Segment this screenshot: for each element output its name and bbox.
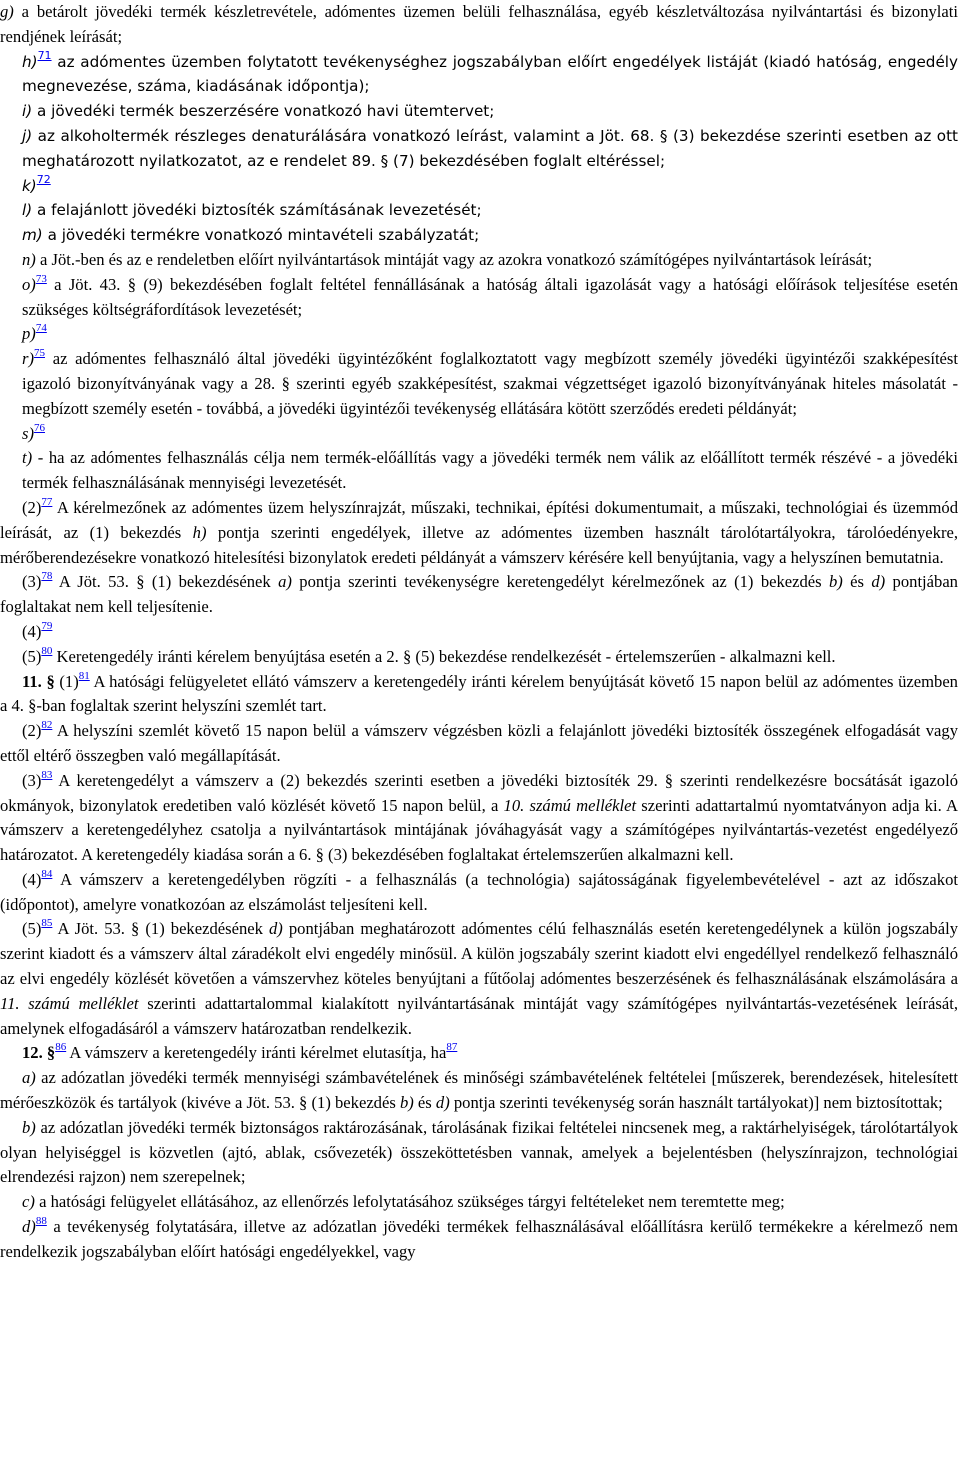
item-k (0, 174, 958, 199)
paragraph-label: (3) (22, 770, 42, 790)
item-l (0, 198, 958, 223)
item-label: a) (22, 1068, 36, 1088)
paragraph-text: pontja szerinti tevékenységre keretengedélyt kérelmezőnek az (1) bekezdés (291, 572, 829, 592)
item-text: az adózatlan jövedéki termék mennyiségi számbavételének és minőségi számbavételének feltételei [műszerek, berendezések, hitelesített mérőeszközök és tartályok (kivéve a Jöt. 53. § (1) bekezdés b) és d) pontja szerinti tevékenység során használt tartályokat)] nem biztosítottak; (0, 1068, 958, 1113)
item-text: az alkoholtermék részleges denaturálására vonatkozó leírást, valamint a Jöt. 68. § (3) bekezdése szerinti esetben az ott meghatározott nyilatkozatot, az e rendelet 89. § (7) bekezdésében foglalt eltéréssel; (22, 126, 958, 170)
paragraph-label: (5) (22, 646, 42, 666)
paragraph-text: A hatósági felügyeletet ellátó vámszerv a keretengedély iránti kérelem benyújtását követő 15 napon belül az adómentes üzemben a 4. §-ban foglaltak szerint helyszíni szemlét tart. (0, 671, 958, 716)
item-text: - ha az adómentes felhasználás célja nem termék-előállítás vagy a jövedéki termék nem válik az előállított termék részévé - a jövedéki termék felhasználásának mennyiségi levezetését. (22, 448, 958, 493)
item-text: a jövedéki termék beszerzésére vonatkozó havi ütemtervet; (36, 102, 495, 121)
paragraph-text: A Jöt. 53. § (1) bekezdésének (58, 572, 279, 592)
item-text: a betárolt jövedéki termék készletrevétele, adómentes üzemen belüli felhasználása, egyéb készletváltozása nyilvántartási és bizonylati rendjének leírását; (0, 2, 958, 46)
paragraph-4 (0, 620, 958, 645)
paragraph-5 (0, 645, 958, 670)
section-number: 12. § (22, 1043, 56, 1063)
footnote-link[interactable]: 81 (78, 669, 90, 682)
item-h (0, 50, 958, 100)
paragraph-ref: a) (278, 572, 292, 592)
item-text: az adózatlan jövedéki termék biztonságos raktározásának, tárolásának fizikai feltételei nincsenek meg, a raktárhelyiségek, tárolótartályok olyan helyiséggel is közvetlen (ajtó, ablak, csővezeték) összeköttetésben vannak, amelyek a bejelentésben (helyszínrajzon, technológiai elrendezési rajzon) nem szerepelnek; (0, 1117, 959, 1187)
item-text: a felajánlott jövedéki biztosíték számításának levezetését; (36, 201, 482, 220)
section-11-paragraph-5 (0, 917, 958, 1041)
item-t (0, 446, 958, 496)
paragraph-text: pontja szerinti engedélyek, illetve az adómentes üzemben használt tárolótartályokra, tárolóedényekre, mérőberendezésekre vonatkozó hitelesítési bizonylatok eredeti példányát a vámszerv kérésére kell benyújtania, vagy a helyszínen bemutatnia. (0, 522, 958, 567)
paragraph-text: szerinti adattartalmú nyomtatványon adja ki. A vámszerv a keretengedélyhez csatolja a nyilvántartások mintájának jóváhagyását vagy a számítógépes nyilvántartás-vezetést engedélyező határozatot. A keretengedély kiadása során a 6. § (3) bekezdésében foglaltakat értelemszerűen alkalmazni kell. (0, 795, 958, 865)
annex-ref: 10. számú melléklet (503, 795, 637, 815)
item-label: o) (22, 274, 36, 294)
footnote-link[interactable]: 76 (33, 421, 45, 434)
section-number: 11. § (22, 671, 55, 691)
item-g (0, 0, 958, 50)
item-text: a tevékenység folytatására, illetve az adózatlan jövedéki termékek felhasználásával előállításra kerülő termékekre a kérelmező nem rendelkezik jogszabályban előírt hatósági engedélyekkel, vagy (0, 1217, 958, 1261)
paragraph-text: A kérelmezőnek az adómentes üzem helyszínrajzát, műszaki, technikai, építési dokumentumait, a műszaki, technológiai és üzemmód leírását, az (1) bekezdés (0, 497, 958, 542)
section-12-item-c (0, 1190, 958, 1215)
section-12-item-a (0, 1066, 958, 1116)
paragraph-text: és (842, 572, 872, 592)
item-text: a jövedéki termékre vonatkozó mintavételi szabályzatát; (47, 226, 480, 245)
item-label: l) (22, 201, 33, 220)
footnote-link[interactable]: 85 (41, 917, 53, 930)
paragraph-ref: h) (192, 522, 207, 542)
paragraph-label: (3) (22, 572, 42, 592)
paragraph-label: (2) (22, 721, 42, 741)
section-12-intro (0, 1041, 958, 1066)
section-12-item-b (0, 1116, 958, 1190)
item-n (0, 248, 958, 273)
paragraph-text: szerinti adattartalommal kialakított nyilvántartásának mintáját vagy számítógépes nyilvántartás-vezetésének leírását, amelynek elfogadásáról a vámszerv határozatban rendelkezik. (0, 993, 958, 1038)
paragraph-text: pontjában foglaltakat nem kell teljesítenie. (0, 572, 958, 617)
item-label: d) (22, 1217, 36, 1237)
item-j (0, 124, 958, 174)
footnote-link[interactable]: 87 (446, 1041, 458, 1054)
section-11-paragraph-1 (0, 670, 958, 720)
paragraph-2 (0, 496, 958, 570)
paragraph-text: A vámszerv a keretengedély iránti kérelmet elutasítja, ha (69, 1043, 447, 1063)
section-11-paragraph-3 (0, 769, 958, 868)
paragraph-text: A Jöt. 53. § (1) bekezdésének (57, 919, 269, 939)
paragraph-ref: b) (828, 572, 843, 592)
item-text: az adómentes felhasználó által jövedéki ügyintézőként foglalkoztatott vagy megbízott személy jövedéki ügyintézői szakképesítést igazoló bizonyítványának vagy a 28. § szerinti egyéb szakképesítést, szakmai végzettséget igazoló bizonyítványának hiteles másolatát - megbízott személy esetén - továbbá, a jövedéki ügyintézői tevékenység ellátására kötött szerződés eredeti példányát; (22, 349, 958, 418)
section-12-item-d (0, 1215, 958, 1265)
item-label: b) (22, 1117, 36, 1137)
footnote-link[interactable]: 72 (36, 172, 51, 186)
item-text: a hatósági felügyelet ellátásához, az ellenőrzés lefolytatásához szükséges tárgyi feltételeket nem teremtette meg; (39, 1192, 785, 1212)
item-o (0, 273, 958, 323)
paragraph-label: (4) (22, 869, 42, 889)
footnote-link[interactable]: 80 (41, 644, 53, 657)
item-label: j) (22, 126, 33, 145)
item-label: i) (22, 102, 33, 121)
paragraph-text: A vámszerv a keretengedélyben rögzíti - a felhasználás (a technológia) sajátosságának figyelembevételével - azt az időszakot (időpontot), amelyre vonatkozóan az elszámolást teljesíteni kell. (0, 869, 958, 914)
paragraph-text: A keretengedélyt a vámszerv a (2) bekezdés szerinti esetben a jövedéki biztosíték 29. § szerinti rendelkezésre bocsátását igazoló okmányok, bizonylatok eredetiben való közlését követő 15 napon belül, a (0, 770, 958, 815)
item-label: s) (22, 423, 34, 443)
footnote-link[interactable]: 88 (35, 1215, 47, 1228)
paragraph-3 (0, 570, 958, 620)
item-r (0, 347, 958, 421)
footnote-link[interactable]: 77 (41, 495, 53, 508)
footnote-link[interactable]: 79 (41, 619, 53, 632)
item-s (0, 422, 958, 447)
item-text: a Jöt. 43. § (9) bekezdésében foglalt feltétel fennállásának a hatóság általi igazolását vagy a hatósági előírások teljesítése esetén szükséges költségráfordítások levezetését; (22, 274, 958, 319)
paragraph-label: (4) (22, 621, 42, 641)
paragraph-ref: d) (871, 572, 886, 592)
item-p (0, 322, 958, 347)
footnote-link[interactable]: 74 (35, 322, 47, 335)
item-label: r) (22, 349, 34, 369)
item-text: a Jöt.-ben és az e rendeletben előírt nyilvántartások mintáját vagy az azokra vonatkozó számítógépes nyilvántartások leírását; (39, 249, 873, 269)
footnote-link[interactable]: 75 (33, 347, 45, 360)
item-label: k) (22, 176, 37, 195)
paragraph-label: (2) (22, 497, 42, 517)
footnote-link[interactable]: 86 (55, 1041, 67, 1054)
item-label: p) (22, 324, 36, 344)
item-label: h) (22, 52, 38, 71)
section-11-paragraph-2 (0, 719, 958, 769)
footnote-link[interactable]: 82 (41, 719, 53, 732)
paragraph-ref: d) (268, 919, 283, 939)
item-label: n) (22, 249, 36, 269)
item-i (0, 99, 958, 124)
section-11-paragraph-4 (0, 868, 958, 918)
footnote-link[interactable]: 83 (41, 768, 53, 781)
paragraph-label: (1) (59, 671, 79, 691)
paragraph-text: A helyszíni szemlét követő 15 napon belül a vámszerv végzésben közli a felajánlott jövedéki biztosíték összegének elfogadását vagy ettől eltérő összegben való megállapítását. (0, 721, 959, 765)
footnote-link[interactable]: 78 (41, 570, 53, 583)
item-label: g) (0, 2, 14, 21)
item-m (0, 223, 958, 248)
item-text: az adómentes üzemben folytatott tevékenységhez jogszabályban előírt engedélyek listáját (kiadó hatóság, engedély megnevezése, száma, kiadásának időpontja); (22, 52, 958, 96)
footnote-link[interactable]: 73 (35, 272, 47, 285)
paragraph-text: pontjában meghatározott adómentes célú felhasználás esetén keretengedélynek a külön jogszabály szerint kiadott és a vámszerv által záradékolt elvi engedély minősül. A külön jogszabály szerint kiadott elvi engedéllyel rendelkező felhasználó az elvi engedély közlését követően a vámszervhez köteles benyújtani a fűtőolaj adómentes beszerzésének és felhasználásának elszámolására a (0, 919, 958, 989)
item-label: c) (22, 1192, 35, 1212)
footnote-link[interactable]: 84 (41, 867, 53, 880)
footnote-link[interactable]: 71 (37, 48, 52, 62)
paragraph-label: (5) (22, 919, 42, 939)
item-label: m) (22, 226, 43, 245)
annex-ref: 11. számú melléklet (0, 993, 139, 1013)
paragraph-text: Keretengedély iránti kérelem benyújtása esetén a 2. § (5) bekezdése rendelkezését - értelemszerűen - alkalmazni kell. (56, 646, 836, 666)
item-label: t) (22, 448, 33, 468)
